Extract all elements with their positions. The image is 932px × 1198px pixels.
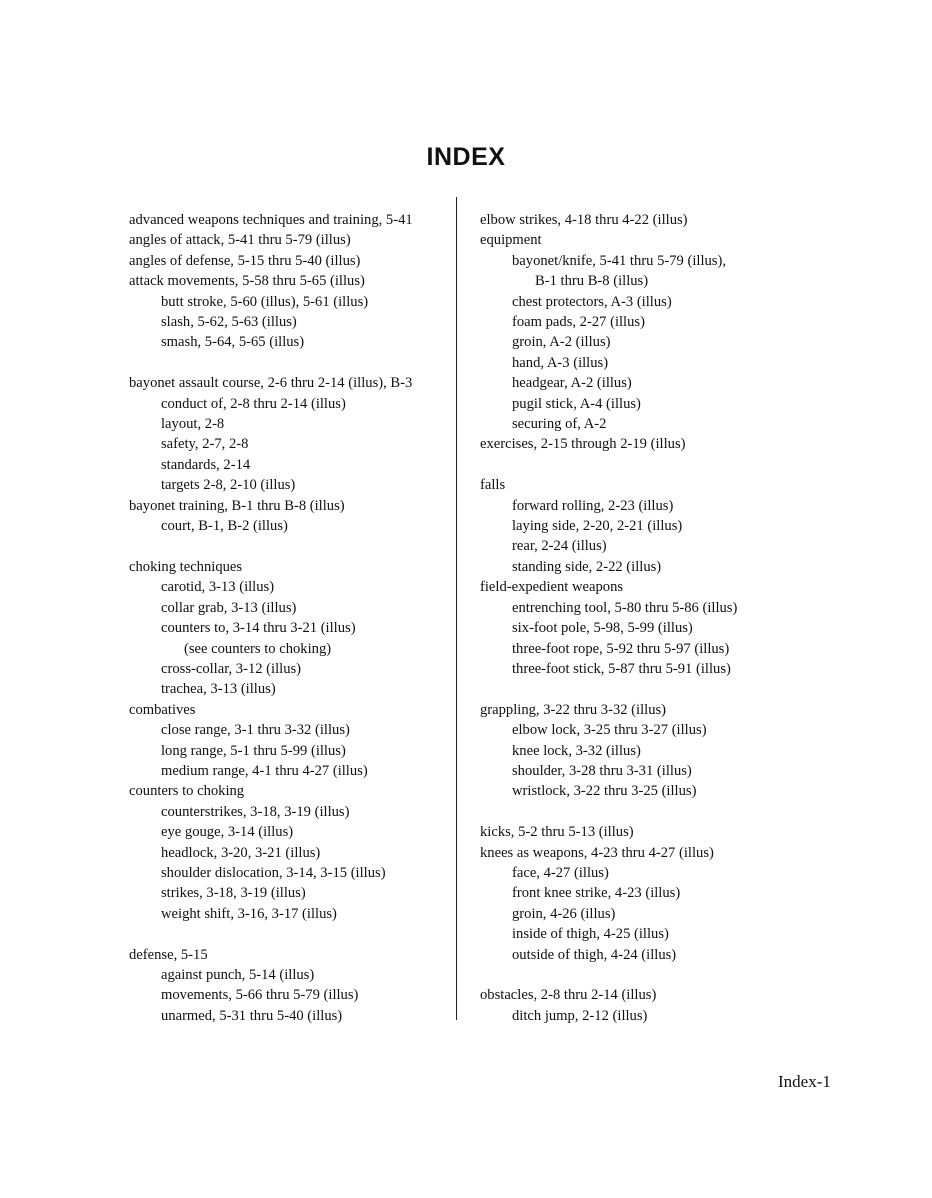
entry-spacer: [129, 924, 449, 944]
index-entry: advanced weapons techniques and training, 5-41: [129, 212, 413, 228]
index-subentry: wristlock, 3-22 thru 3-25 (illus): [512, 783, 697, 800]
index-subentry: layout, 2-8: [161, 416, 225, 433]
index-entry: elbow strikes, 4-18 thru 4-22 (illus): [480, 212, 688, 228]
index-entry: field-expedient weapons: [480, 579, 624, 596]
index-subentry: shoulder dislocation, 3-14, 3-15 (illus): [161, 864, 386, 881]
index-subentry: rear, 2-24 (illus): [512, 538, 607, 555]
index-subentry: bayonet/knife, 5-41 thru 5-79 (illus),: [512, 252, 726, 269]
index-subentry: groin, 4-26 (illus): [512, 905, 616, 922]
entry-spacer: [480, 965, 810, 985]
entry-spacer: [129, 536, 449, 556]
index-subentry: movements, 5-66 thru 5-79 (illus): [161, 987, 359, 1004]
index-subentry: standing side, 2-22 (illus): [512, 558, 662, 575]
index-subentry: securing of, A-2: [512, 416, 607, 433]
index-subentry: close range, 3-1 thru 3-32 (illus): [161, 722, 350, 739]
index-entry: angles of defense, 5-15 thru 5-40 (illus): [129, 252, 361, 269]
index-subentry: shoulder, 3-28 thru 3-31 (illus): [512, 762, 692, 779]
index-subentry: chest protectors, A-3 (illus): [512, 293, 672, 310]
index-subentry: standards, 2-14: [161, 456, 251, 473]
index-subentry: slash, 5-62, 5-63 (illus): [161, 314, 297, 331]
index-entry: knees as weapons, 4-23 thru 4-27 (illus): [480, 844, 714, 861]
index-entry: obstacles, 2-8 thru 2-14 (illus): [480, 987, 657, 1004]
index-subentry: court, B-1, B-2 (illus): [161, 518, 288, 535]
index-entry: grappling, 3-22 thru 3-32 (illus): [480, 701, 667, 718]
index-subentry: headlock, 3-20, 3-21 (illus): [161, 844, 321, 861]
index-subentry: trachea, 3-13 (illus): [161, 681, 276, 698]
index-subentry: butt stroke, 5-60 (illus), 5-61 (illus): [161, 293, 369, 310]
page-title: INDEX: [426, 143, 506, 171]
index-subentry: face, 4-27 (illus): [512, 864, 609, 881]
index-entry: exercises, 2-15 through 2-19 (illus): [480, 436, 686, 453]
index-entry: defense, 5-15: [129, 946, 208, 963]
index-subentry: counters to, 3-14 thru 3-21 (illus): [161, 620, 356, 637]
index-subentry: outside of thigh, 4-24 (illus): [512, 946, 677, 963]
index-subentry: long range, 5-1 thru 5-99 (illus): [161, 742, 346, 759]
index-entry: attack movements, 5-58 thru 5-65 (illus): [129, 273, 365, 290]
index-column-left: [129, 210, 449, 1026]
index-entry: combatives: [129, 701, 196, 718]
index-subentry: ditch jump, 2-12 (illus): [512, 1007, 648, 1024]
index-subentry: laying side, 2-20, 2-21 (illus): [512, 518, 683, 535]
index-subentry: three-foot rope, 5-92 thru 5-97 (illus): [512, 640, 730, 657]
index-subentry: collar grab, 3-13 (illus): [161, 599, 297, 616]
index-subentry: carotid, 3-13 (illus): [161, 579, 275, 596]
index-entry: equipment: [480, 232, 542, 249]
index-subentry: knee lock, 3-32 (illus): [512, 742, 641, 759]
index-subentry: unarmed, 5-31 thru 5-40 (illus): [161, 1007, 343, 1024]
index-subentry: B-1 thru B-8 (illus): [535, 273, 649, 290]
index-subentry: inside of thigh, 4-25 (illus): [512, 926, 669, 943]
index-entry: bayonet training, B-1 thru B-8 (illus): [129, 497, 345, 514]
index-subentry: entrenching tool, 5-80 thru 5-86 (illus): [512, 599, 738, 616]
index-subentry: counterstrikes, 3-18, 3-19 (illus): [161, 803, 350, 820]
page-number: Index-1: [778, 1072, 831, 1091]
index-subentry: medium range, 4-1 thru 4-27 (illus): [161, 762, 368, 779]
index-subentry: six-foot pole, 5-98, 5-99 (illus): [512, 620, 693, 637]
entry-spacer: [480, 679, 810, 699]
index-subentry: smash, 5-64, 5-65 (illus): [161, 334, 305, 351]
index-subentry: cross-collar, 3-12 (illus): [161, 660, 302, 677]
index-subentry: against punch, 5-14 (illus): [161, 966, 315, 983]
index-subentry: (see counters to choking): [184, 640, 332, 657]
index-subentry: foam pads, 2-27 (illus): [512, 314, 645, 331]
index-subentry: three-foot stick, 5-87 thru 5-91 (illus): [512, 660, 731, 677]
index-subentry: headgear, A-2 (illus): [512, 375, 632, 392]
index-entry: choking techniques: [129, 558, 243, 575]
index-entry: angles of attack, 5-41 thru 5-79 (illus): [129, 232, 351, 249]
entry-spacer: [480, 802, 810, 822]
index-column-right: [480, 210, 810, 1026]
index-subentry: safety, 2-7, 2-8: [161, 436, 249, 453]
index-subentry: weight shift, 3-16, 3-17 (illus): [161, 905, 337, 922]
index-subentry: hand, A-3 (illus): [512, 354, 609, 371]
entry-spacer: [129, 353, 449, 373]
index-subentry: groin, A-2 (illus): [512, 334, 611, 351]
index-entry: bayonet assault course, 2-6 thru 2-14 (illus), B-3: [129, 375, 413, 392]
index-subentry: targets 2-8, 2-10 (illus): [161, 477, 296, 494]
index-subentry: elbow lock, 3-25 thru 3-27 (illus): [512, 722, 707, 739]
index-subentry: forward rolling, 2-23 (illus): [512, 497, 674, 514]
index-entry: falls: [480, 477, 506, 494]
index-subentry: eye gouge, 3-14 (illus): [161, 824, 294, 841]
index-subentry: front knee strike, 4-23 (illus): [512, 885, 681, 902]
entry-spacer: [480, 455, 810, 475]
index-subentry: strikes, 3-18, 3-19 (illus): [161, 885, 306, 902]
index-subentry: conduct of, 2-8 thru 2-14 (illus): [161, 395, 346, 412]
column-divider: [456, 197, 457, 1020]
index-subentry: pugil stick, A-4 (illus): [512, 395, 641, 412]
index-entry: kicks, 5-2 thru 5-13 (illus): [480, 824, 634, 841]
index-entry: counters to choking: [129, 783, 245, 800]
